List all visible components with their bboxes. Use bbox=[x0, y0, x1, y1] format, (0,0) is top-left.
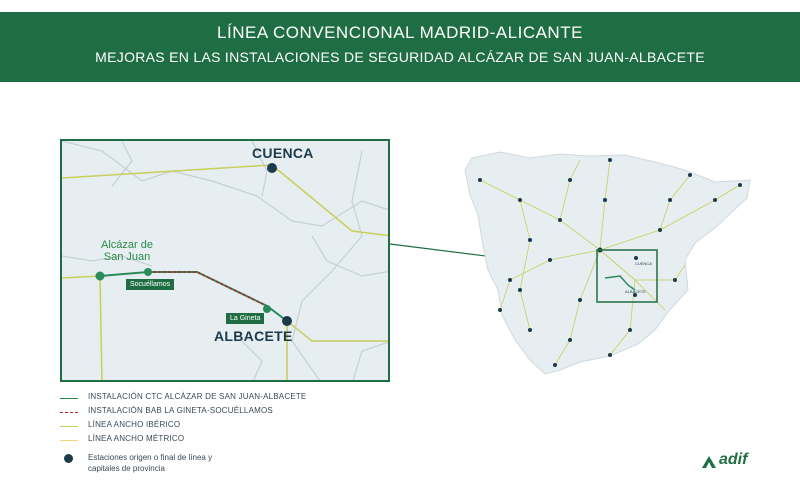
adif-logo-text: adif bbox=[719, 451, 748, 468]
spain-overview-map[interactable] bbox=[460, 140, 760, 380]
legend-label-metrico: LÍNEA ANCHO MÉTRICO bbox=[88, 434, 185, 443]
adif-logo-icon bbox=[700, 452, 718, 472]
spain-landmass bbox=[465, 152, 750, 374]
map-legend bbox=[60, 392, 320, 476]
legend-label-ctc: INSTALACIÓN CTC ALCÁZAR DE SAN JUAN-ALBACETE bbox=[88, 392, 307, 401]
legend-label-bab: INSTALACIÓN BAB LA GINETA-SOCUÉLLAMOS bbox=[88, 406, 273, 415]
map-subtitle: MEJORAS EN LAS INSTALACIONES DE SEGURIDAD ALCÁZAR DE SAN JUAN-ALBACETE bbox=[95, 49, 705, 65]
ctc-swatch bbox=[60, 398, 78, 399]
socuellamos-tag: Socuéllamos bbox=[126, 279, 174, 290]
iberian-gauge-lines bbox=[62, 165, 390, 382]
socuellamos-station-dot[interactable] bbox=[144, 268, 152, 276]
station-swatch bbox=[64, 454, 73, 463]
alcazar-label: Alcázar de San Juan bbox=[101, 239, 153, 263]
overview-cuenca-label: CUENCA bbox=[635, 261, 652, 266]
legend-item-iberico bbox=[60, 420, 320, 434]
la-gineta-station-dot[interactable] bbox=[263, 305, 271, 313]
legend-item-stations bbox=[60, 452, 320, 476]
legend-label-stations: Estaciones origen o final de línea y capitales de provincia bbox=[88, 453, 213, 473]
inset-map[interactable] bbox=[60, 139, 390, 382]
cuenca-label: CUENCA bbox=[252, 145, 314, 161]
la-gineta-tag: La Gineta bbox=[226, 313, 264, 324]
alcazar-station-dot[interactable] bbox=[96, 272, 105, 281]
adif-logo bbox=[700, 450, 760, 472]
albacete-label: ALBACETE bbox=[214, 328, 293, 344]
overview-albacete-label: ALBACETE bbox=[625, 289, 646, 294]
legend-label-iberico: LÍNEA ANCHO IBÉRICO bbox=[88, 420, 181, 429]
map-title: LÍNEA CONVENCIONAL MADRID-ALICANTE bbox=[217, 23, 583, 42]
legend-item-ctc bbox=[60, 392, 320, 406]
legend-item-bab bbox=[60, 406, 320, 420]
iberico-swatch bbox=[60, 426, 78, 427]
metrico-swatch bbox=[60, 440, 78, 441]
cuenca-station-dot[interactable] bbox=[267, 163, 277, 173]
legend-item-metrico bbox=[60, 434, 320, 448]
albacete-station-dot[interactable] bbox=[282, 316, 292, 326]
bab-swatch bbox=[60, 412, 78, 413]
